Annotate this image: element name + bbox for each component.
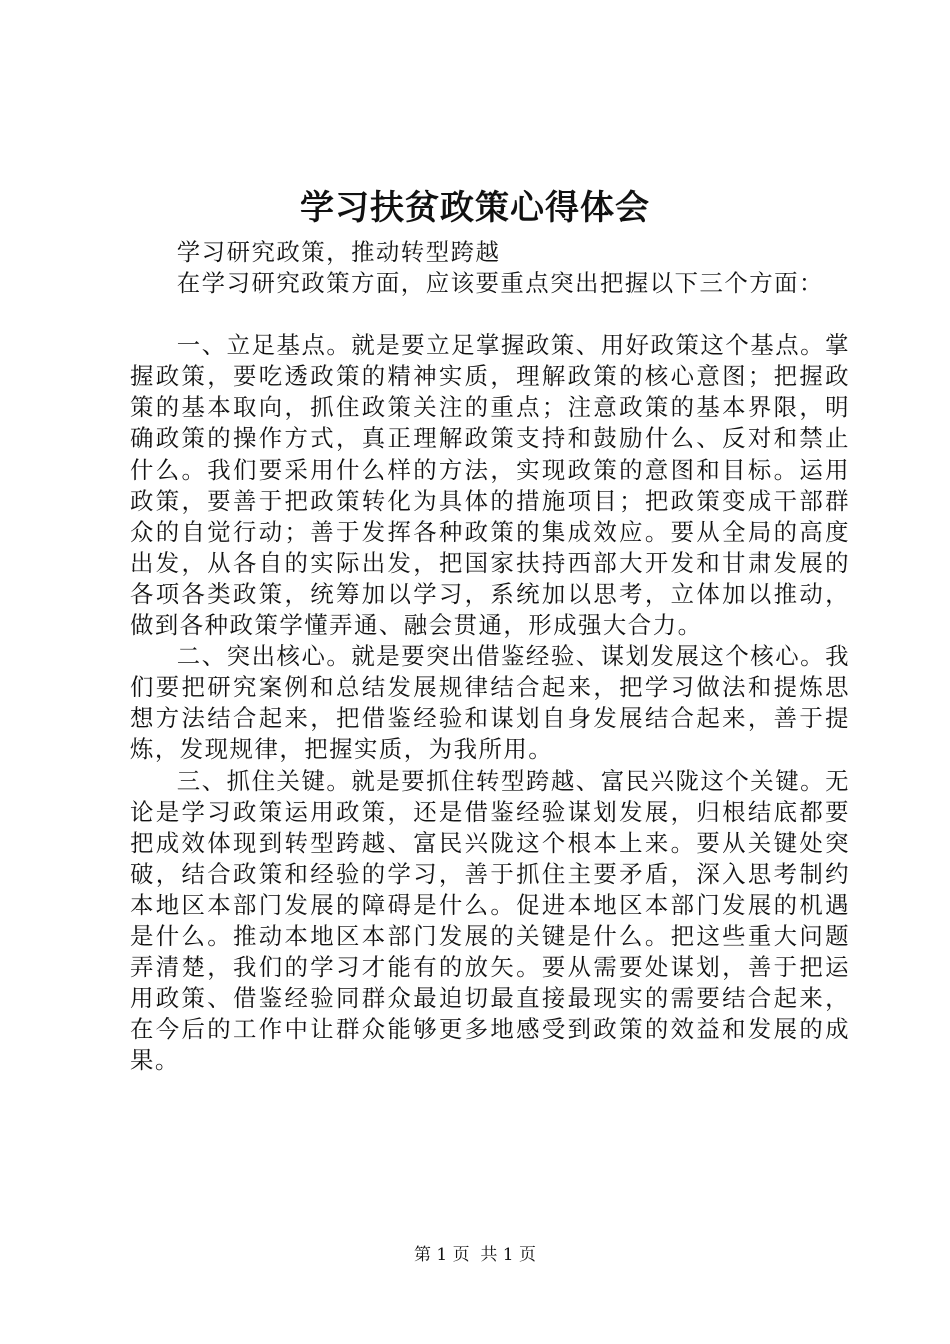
point-one-paragraph: 一、立足基点。就是要立足掌握政策、用好政策这个基点。掌握政策，要吃透政策的精神实质，理解政策的核心意图；把握政策的基本取向，抓住政策关注的重点；注意政策的基本界限，明确政策的操作方式，真正理解政策支持和鼓励什么、反对和禁止什么。我们要采用什么样的方法，实现政策的意图和目标。运用政策，要善于把政策转化为具体的措施项目；把政策变成干部群众的自觉行动；善于发挥各种政策的集成效应。要从全局的高度出发，从各自的实际出发，把国家扶持西部大开发和甘肃发展的各项各类政策，统筹加以学习，系统加以思考，立体加以推动，做到各种政策学懂弄通、融会贯通，形成强大合力。 [130,331,850,640]
subtitle-paragraph: 学习研究政策，推动转型跨越 [176,238,501,266]
document-body [130,237,850,1076]
point-two-paragraph: 二、突出核心。就是要突出借鉴经验、谋划发展这个核心。我们要把研究案例和总结发展规律结合起来，把学习做法和提炼思想方法结合起来，把借鉴经验和谋划自身发展结合起来，善于提炼，发现规律，把握实质，为我所用。 [130,642,850,764]
page-number-footer: 第 1 页 共 1 页 [413,1245,537,1265]
document-title: 学习扶贫政策心得体会 [300,188,650,228]
point-three-paragraph: 三、抓住关键。就是要抓住转型跨越、富民兴陇这个关键。无论是学习政策运用政策，还是借鉴经验谋划发展，归根结底都要把成效体现到转型跨越、富民兴陇这个根本上来。要从关键处突破，结合政策和经验的学习，善于抓住主要矛盾，深入思考制约本地区本部门发展的障碍是什么。促进本地区本部门发展的机遇是什么。推动本地区本部门发展的关键是什么。把这些重大问题弄清楚，我们的学习才能有的放矢。要从需要处谋划，善于把运用政策、借鉴经验同群众最迫切最直接最现实的需要结合起来，在今后的工作中让群众能够更多地感受到政策的效益和发展的成果。 [130,766,850,1075]
intro-paragraph: 在学习研究政策方面，应该要重点突出把握以下三个方面： [176,269,824,298]
